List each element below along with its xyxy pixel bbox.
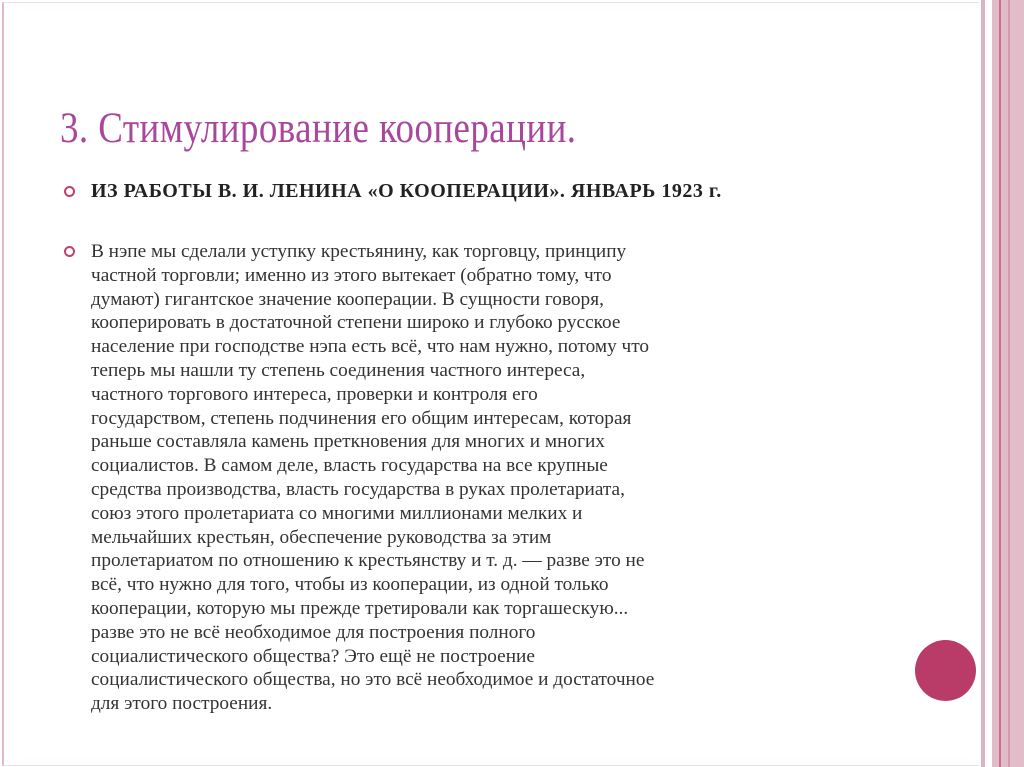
bullet-item-source	[64, 180, 864, 203]
decorative-circle	[915, 640, 976, 701]
decorative-stripe	[1008, 0, 1010, 767]
bullet-text: ИЗ РАБОТЫ В. И. ЛЕНИНА «О КООПЕРАЦИИ». ЯНВАРЬ 1923 г.	[91, 180, 722, 202]
decorative-stripe	[981, 0, 985, 767]
bullet-item-quote	[64, 240, 864, 716]
bullet-text: В нэпе мы сделали уступку крестьянину, как торговцу, принципу частной торговли; именно из этого вытекает (обратно тому, что думают) гигантское значение кооперации. В сущности говоря, кооперировать в достаточной степени широко и глубоко русское население при господстве нэпа есть всё, что нам нужно, потому что теперь мы нашли ту степень соединения частного интереса, частного торгового интереса, проверки и контроля его государством, степень подчинения его общим интересам, которая раньше составляла камень преткновения для многих и многих социалистов. В самом деле, власть государства на все крупные средства производства, власть государства в руках пролетариата, союз этого пролетариата со многими миллионами мелких и мельчайших крестьян, обеспечение руководства за этим пролетариатом по отношению к крестьянству и т. д. — разве это не всё, что нужно для того, чтобы из кооперации, из одной только кооперации, которую мы прежде третировали как торгашескую... разве это не всё необходимое для построения полного социалистического общества? Это ещё не построение социалистического общества, но это всё необходимое и достаточное для этого построения.	[91, 241, 655, 715]
decorative-stripe	[999, 0, 1001, 767]
slide-title: 3. Стимулирование кооперации.	[60, 105, 577, 152]
circle-bullet-icon	[64, 246, 75, 257]
circle-bullet-icon	[64, 186, 75, 197]
